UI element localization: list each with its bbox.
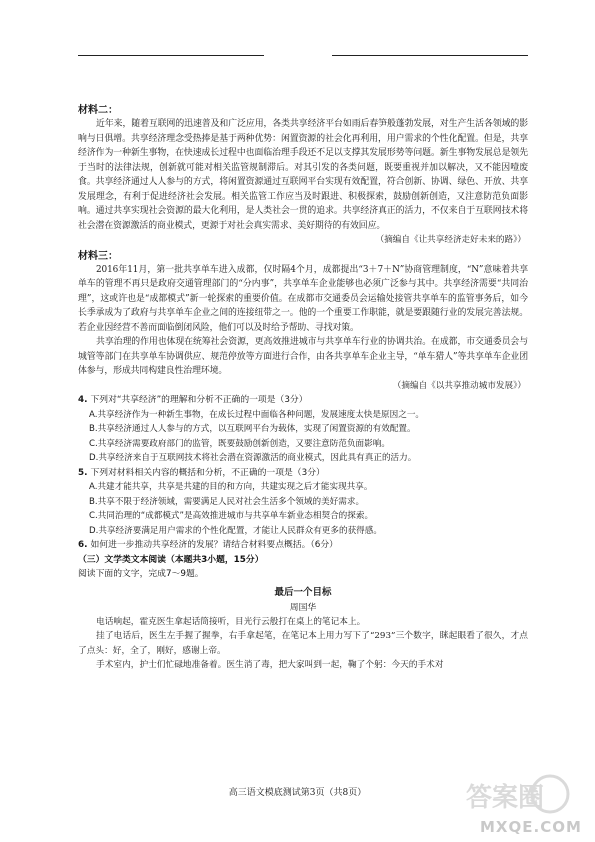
story-paragraph-2: 挂了电话后，医生左手握了握拳，右手拿起笔，在笔记本上用力写下了“293”三个数字，眯起眼看了很久，才点了点头：好，全了，刚好，感谢上帝。 xyxy=(78,631,528,656)
story-author: 周国华 xyxy=(289,602,317,613)
question-5-number: 5. xyxy=(78,467,88,478)
story-title: 最后一个目标 xyxy=(274,586,332,598)
material3-paragraph-1: 2016年11月，第一批共享单车进入成都，仅时隔4个月，成都提出“3＋7＋N”协商管理制度，“N”意味着共享单车的管理不再只是政府交通管理部门的“分内事”，共享单车企业能够也必须广泛参与其中。共享经济需要“共同治理”，这或许也是“成都模式”新一轮探索的重要价值。在成都市交通委员会运输处接管共享单车的监管事务后，如今长季承成为了政府与共享单车企业之间的连接纽带之一。他的一个重要工作职能，就是要跟随行业的发展完善法规。若企业因经营不善而面临倒闭风险，他们可以及时给予帮助、寻找对策。 xyxy=(78,264,528,333)
question-4-option-b: B.共享经济通过人人参与的方式，以互联网平台为载体，实现了闲置资源的有效配置。 xyxy=(89,424,416,434)
page-content xyxy=(78,104,528,673)
question-5-option-d: D.共享经济要满足用户需求的个性化配置，才能让人民群众有更多的获得感。 xyxy=(89,525,382,536)
material2-paragraph: 近年来，随着互联网的迅速普及和广泛应用，各类共享经济平台如雨后春笋般蓬勃发展，对生产生活各领域的影响与日俱增。共享经济理念受热捧是基于两种优势：闲置资源的社会化再利用，用户需求的个性化配置。但是，共享经济作为一种新生事物，在快速成长过程中也面临治理手段还不足以支撑其发展形势等问题。新生事物发展总是领先于当时的法律法规，创新就可能对相关监管规制滞后。对其引发的各类问题，既要重视并加以解决，又不能因噎废食。共享经济通过人人参与的方式，将闲置资源通过互联网平台实现有效配置，符合创新、协调、绿色、开放、共享发展理念，有利于促进经济社会发展。相关监管工作应当及时跟进、积极探索，鼓励创新创造，又注意防范负面影响。通过共享实现社会资源的最大化利用，是人类社会一贯的追求。共享经济真正的活力，不仅来自于互联网技术将社会潜在资源激活的商业模式，更源于对社会真实需求、美好期待的有效回应。 xyxy=(78,119,528,231)
material3-title: 材料三： xyxy=(78,250,118,262)
header-rule-right xyxy=(332,55,528,56)
question-5-stem: 下列对材料相关内容的概括和分析，不正确的一项是（3分） xyxy=(90,467,325,478)
story-paragraph-3: 手术室内，护士们忙碌地准备着。医生消了毒，把大家叫到一起，鞠了个躬：今天的手术对 xyxy=(96,660,444,670)
question-4-number: 4. xyxy=(78,395,88,405)
material2-source: （摘编自《让共享经济走好未来的路》） xyxy=(375,235,526,245)
story-paragraph-1: 电话响起，霍克医生拿起话筒接听，目光行云般打在桌上的笔记本上。 xyxy=(96,616,366,627)
section-heading-text: （三）文学类文本阅读（本题共3小题，15分） xyxy=(78,554,264,565)
question-4-option-c: C.共享经济需要政府部门的监管，既要鼓励创新创造，又要注意防范负面影响。 xyxy=(89,438,390,449)
question-4-option-a: A.共享经济作为一种新生事物，在成长过程中面临各种问题，发展速度太快是原因之一。 xyxy=(89,409,425,420)
question-4 xyxy=(78,393,528,408)
page-footer: 高三语文模底测试第3页（共8页） xyxy=(228,788,367,798)
watermark-logo-text: 答案圈 xyxy=(466,783,545,813)
question-6-stem: 如何进一步推动共享经济的发展？请结合材料要点概括。（6分） xyxy=(90,540,338,550)
section-heading xyxy=(78,553,528,568)
question-6 xyxy=(78,538,528,553)
question-4-stem: 下列对“共享经济”的理解和分析不正确的一项是（3分） xyxy=(90,395,308,405)
question-6-number: 6. xyxy=(78,540,88,550)
section-instruction: 阅读下面的文字，完成7～9题。 xyxy=(78,569,204,579)
header-rule-left xyxy=(78,55,264,56)
question-5-option-b: B.共享不限于经济领域，需要满足人民对社会生活多个领域的美好需求。 xyxy=(89,496,365,507)
watermark-url: MXQE.COM xyxy=(480,818,582,836)
question-5 xyxy=(78,466,528,481)
material2-title: 材料二： xyxy=(78,105,118,116)
material3-source: （摘编自《以共享推动城市发展》） xyxy=(392,380,526,391)
question-5-option-c: C.共同治理的“成都模式”是高效推进城市与共享单车新业态相契合的探索。 xyxy=(89,511,374,521)
question-5-option-a: A.共建才能共享，共享是共建的目的和方向，共建实现之后才能实现共享。 xyxy=(89,482,373,492)
material3-paragraph-2: 共享治理的作用也体现在统筹社会资源，更高效推进城市与共享单车行业的协调共治。在成都，市交通委员会与城管等部门在共享单车协调供应、规范停放等方面进行合作，由各共享单车企业主导，“单车猎人”等共享单车企业团体参与，形成共同构建良性治理环境。 xyxy=(78,337,528,376)
question-4-option-d: D.共享经济来自于互联网技术将社会潜在资源激活的商业模式，因此具有真正的活力。 xyxy=(89,453,417,463)
